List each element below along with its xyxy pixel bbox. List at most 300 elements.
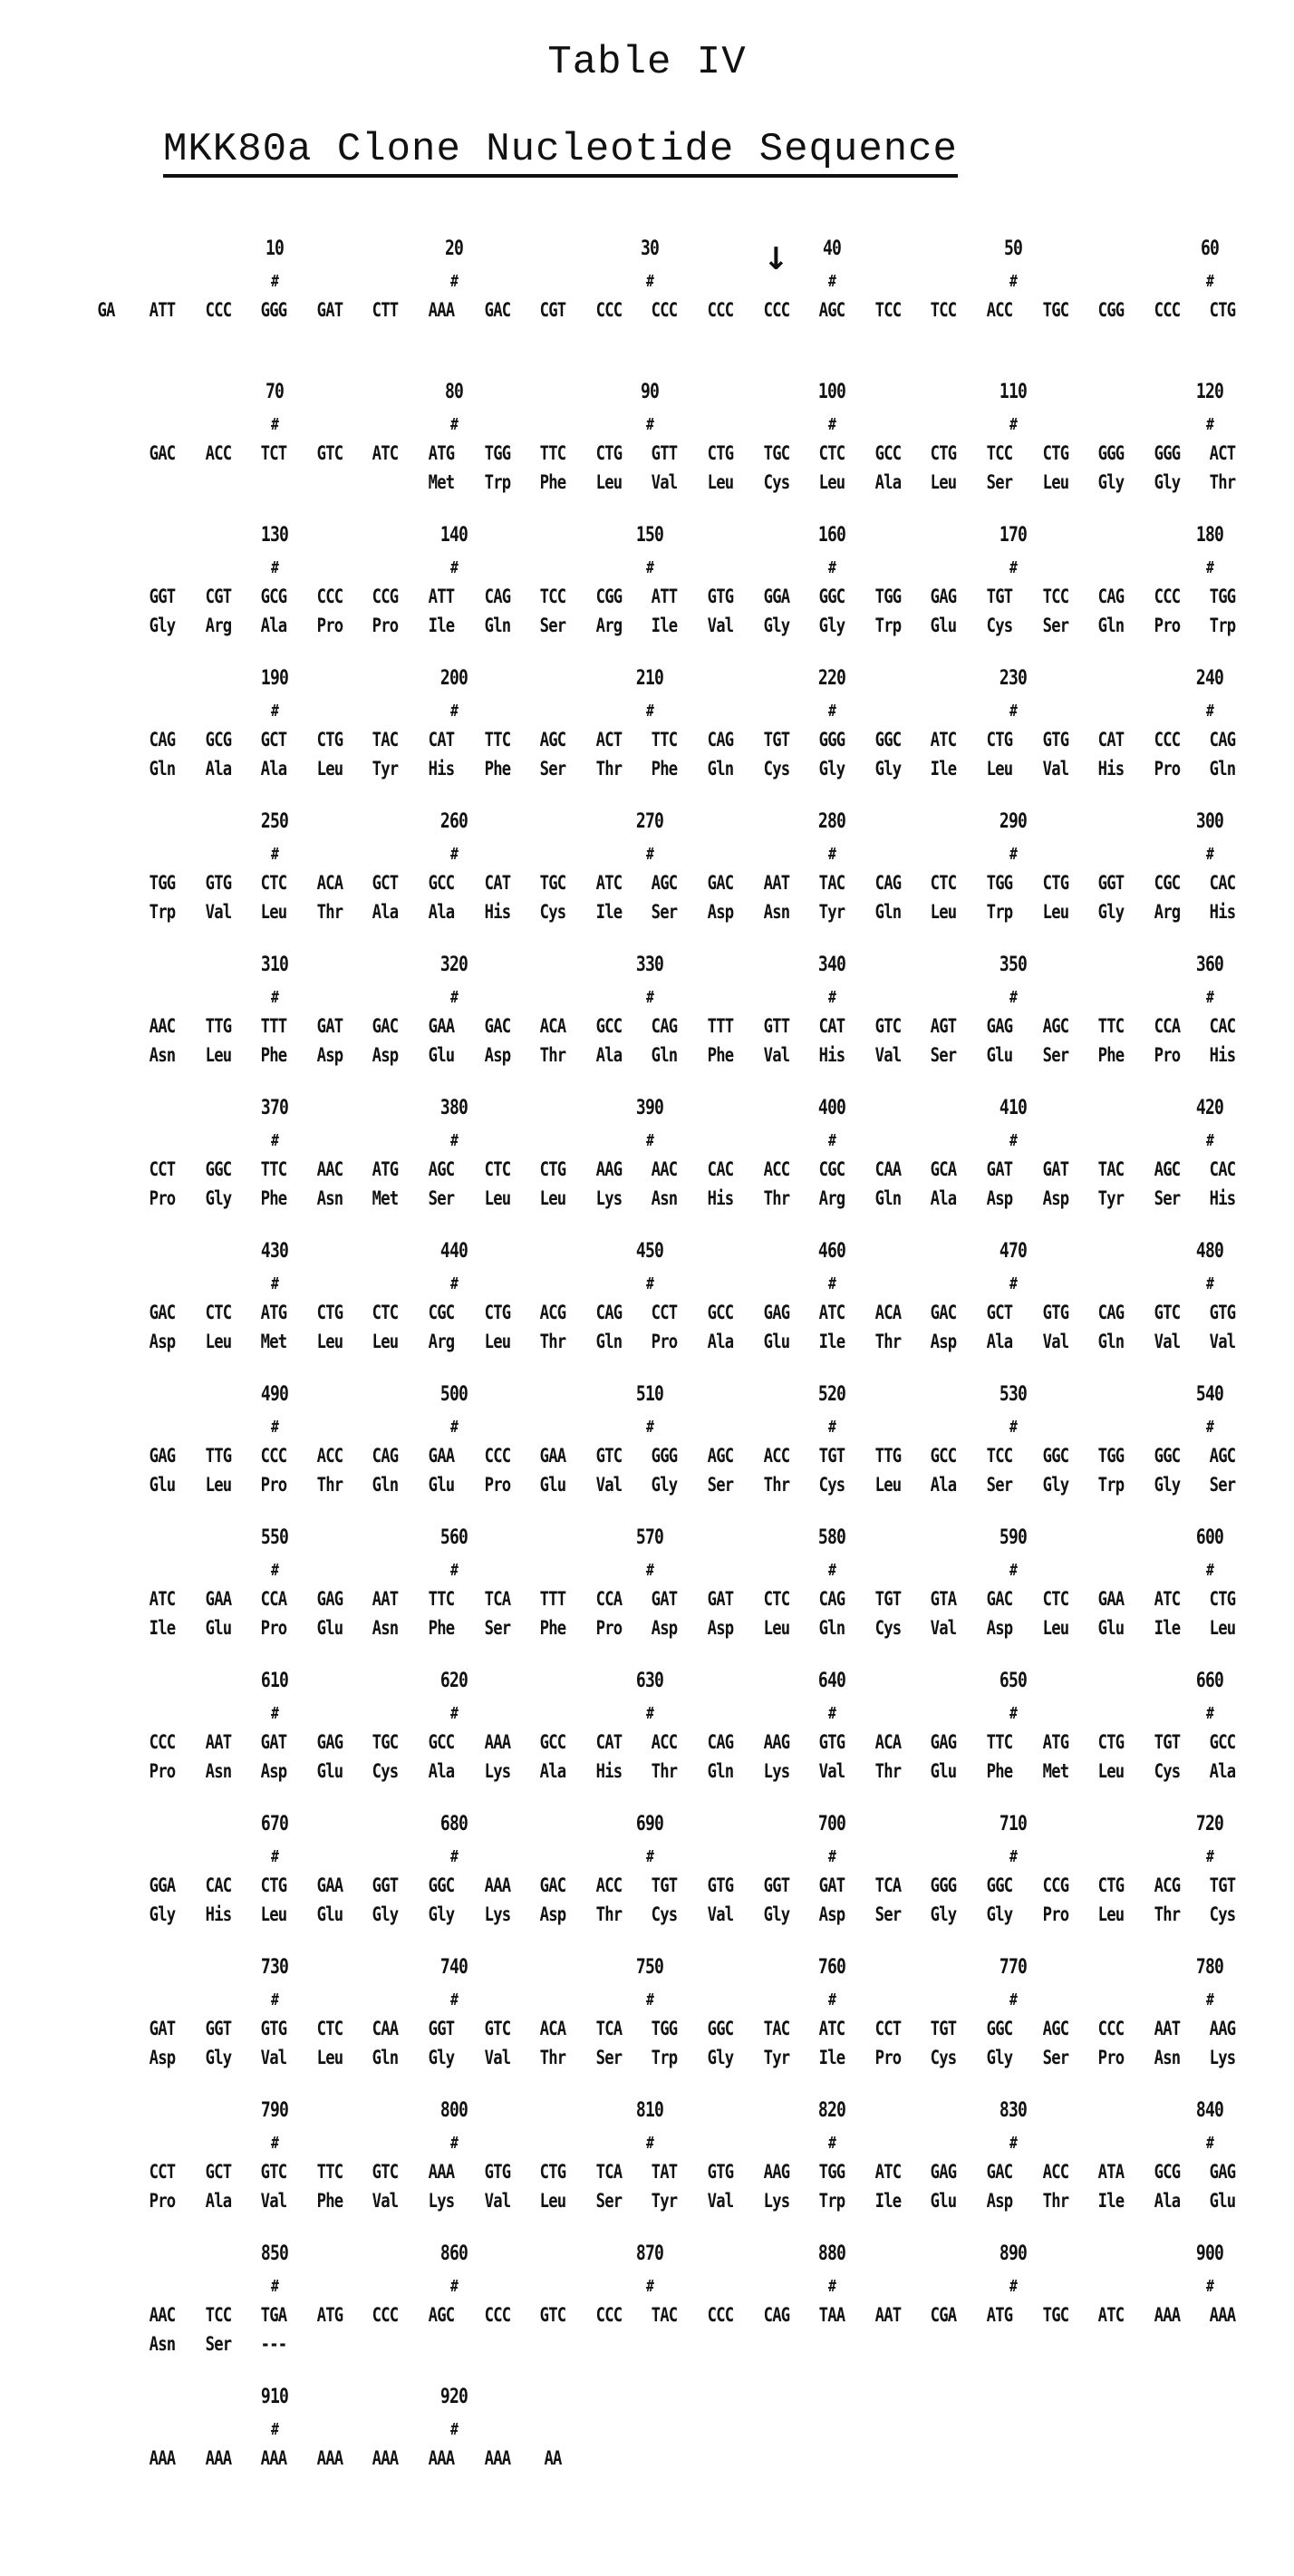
amino-acid: Glu	[428, 1044, 455, 1066]
codon: CTG	[1097, 1731, 1125, 1753]
position-number: 790	[260, 2099, 289, 2122]
codon: ATT	[652, 586, 678, 607]
position-number: 510	[635, 1383, 663, 1406]
position-tick: #	[1205, 415, 1213, 434]
position-number: 690	[635, 1813, 663, 1835]
amino-acid: Asp	[316, 1044, 343, 1066]
codon-row	[0, 1158, 1294, 1186]
codon: AAA	[260, 2447, 287, 2469]
codon-row	[0, 1874, 1294, 1902]
amino-acid-row	[0, 1617, 1294, 1644]
codon: CAC	[1210, 872, 1236, 894]
codon: GGT	[149, 586, 176, 607]
amino-acid: Thr	[763, 1474, 789, 1496]
codon: GAC	[931, 1302, 957, 1323]
codon: ATG	[316, 2304, 343, 2326]
amino-acid: Ser	[986, 471, 1013, 493]
codon: CAG	[874, 872, 902, 894]
position-tick: #	[270, 272, 279, 291]
codon: GAT	[986, 1158, 1013, 1180]
amino-acid: Phe	[707, 1044, 734, 1066]
amino-acid: Tyr	[652, 2190, 678, 2212]
codon: GCT	[205, 2161, 231, 2183]
codon-row	[0, 2304, 1294, 2331]
codon: GAT	[1042, 1158, 1068, 1180]
codon: GTG	[260, 2018, 287, 2039]
codon: GAC	[149, 442, 176, 464]
position-numbers	[0, 381, 1294, 408]
position-number: 270	[635, 810, 663, 833]
amino-acid: Phe	[986, 1760, 1013, 1782]
position-tick: #	[1009, 1847, 1018, 1866]
amino-acid: Leu	[372, 1331, 399, 1352]
codon-row	[0, 299, 1294, 326]
amino-acid: His	[484, 901, 510, 923]
amino-acid: Ile	[595, 901, 623, 923]
position-tick: #	[828, 558, 836, 577]
position-number: 280	[818, 810, 846, 833]
amino-acid: Asp	[260, 1760, 287, 1782]
codon: GCT	[260, 729, 287, 751]
amino-acid: Gly	[931, 1903, 957, 1925]
position-number: 910	[260, 2386, 289, 2408]
codon: CAA	[874, 1158, 902, 1180]
codon: CTG	[1042, 872, 1068, 894]
codon: ATT	[149, 299, 176, 321]
amino-acid: Cys	[874, 1617, 902, 1639]
codon: CCC	[1097, 2018, 1125, 2039]
amino-acid: Gln	[818, 1617, 845, 1639]
position-number: 550	[260, 1526, 289, 1549]
amino-acid: Leu	[316, 1331, 343, 1352]
codon: TAC	[372, 729, 399, 751]
codon: CCC	[484, 2304, 510, 2326]
codon: GGT	[428, 2018, 455, 2039]
codon-row	[0, 2447, 1294, 2474]
amino-acid: Pro	[1154, 615, 1181, 636]
position-tick: #	[645, 845, 653, 864]
codon: AGC	[1042, 1015, 1068, 1037]
position-tick: #	[270, 1274, 279, 1293]
position-tick: #	[1009, 1274, 1018, 1293]
position-number: 50	[1004, 237, 1023, 260]
position-number: 480	[1195, 1240, 1223, 1263]
codon: ATC	[372, 442, 399, 464]
codon: AAA	[149, 2447, 176, 2469]
amino-acid: Lys	[1210, 2047, 1236, 2068]
amino-acid: Trp	[1210, 615, 1236, 636]
position-tick: #	[645, 2277, 653, 2296]
codon: GGG	[652, 1445, 678, 1467]
position-tick: #	[828, 2134, 836, 2153]
position-tick: #	[1009, 2134, 1018, 2153]
codon: TAA	[818, 2304, 845, 2326]
amino-acid: Gln	[1210, 758, 1236, 780]
codon: GAA	[316, 1874, 343, 1896]
codon: CAG	[149, 729, 176, 751]
codon: AGC	[1154, 1158, 1181, 1180]
codon-row	[0, 2161, 1294, 2188]
codon: GGC	[1154, 1445, 1181, 1467]
codon: CCC	[484, 1445, 510, 1467]
amino-acid: Thr	[1154, 1903, 1181, 1925]
position-number: 490	[260, 1383, 289, 1406]
position-tick: #	[1205, 272, 1213, 291]
codon: ACC	[205, 442, 231, 464]
codon: GGG	[1097, 442, 1125, 464]
amino-acid: Gly	[652, 1474, 678, 1496]
position-tick: #	[828, 1704, 836, 1723]
codon: CAG	[372, 1445, 399, 1467]
codon: GTC	[874, 1015, 902, 1037]
position-tick: #	[1205, 845, 1213, 864]
amino-acid: Pro	[260, 1617, 287, 1639]
amino-acid: Glu	[931, 2190, 957, 2212]
amino-acid-row	[0, 1187, 1294, 1215]
codon-row	[0, 729, 1294, 756]
codon: GGC	[874, 729, 902, 751]
amino-acid: Asp	[707, 1617, 734, 1639]
amino-acid: Ala	[428, 1760, 455, 1782]
amino-acid: Cys	[1154, 1760, 1181, 1782]
amino-acid: Asp	[484, 1044, 510, 1066]
codon: CTG	[1097, 1874, 1125, 1896]
position-tick: #	[450, 702, 459, 721]
position-tick: #	[270, 1561, 279, 1580]
position-number: 80	[445, 381, 464, 403]
codon: CAC	[205, 1874, 231, 1896]
amino-acid: Asn	[1154, 2047, 1181, 2068]
position-number: 920	[440, 2386, 468, 2408]
amino-acid: Gly	[818, 615, 845, 636]
codon: ATG	[372, 1158, 399, 1180]
position-tick: #	[1009, 702, 1018, 721]
position-ticks	[0, 2277, 1294, 2304]
codon: GGG	[260, 299, 287, 321]
position-number: 810	[635, 2099, 663, 2122]
position-number: 260	[440, 810, 468, 833]
amino-acid: Thr	[874, 1760, 902, 1782]
amino-acid: Ala	[205, 2190, 231, 2212]
position-number: 610	[260, 1670, 289, 1692]
codon: GCG	[1154, 2161, 1181, 2183]
position-tick: #	[645, 2134, 653, 2153]
amino-acid: Trp	[818, 2190, 845, 2212]
amino-acid: Pro	[1097, 2047, 1125, 2068]
amino-acid: Pro	[1154, 1044, 1181, 1066]
amino-acid: Pro	[1154, 758, 1181, 780]
position-number: 710	[999, 1813, 1028, 1835]
codon: GAG	[763, 1302, 789, 1323]
codon: ACC	[763, 1158, 789, 1180]
amino-acid: Ala	[595, 1044, 623, 1066]
amino-acid: Phe	[260, 1187, 287, 1209]
codon: TTT	[260, 1015, 287, 1037]
codon: GAA	[428, 1445, 455, 1467]
codon: AGC	[428, 2304, 455, 2326]
position-number: 190	[260, 667, 289, 690]
codon: ATG	[260, 1302, 287, 1323]
amino-acid: Ala	[931, 1474, 957, 1496]
position-number: 860	[440, 2242, 468, 2265]
codon: TTC	[652, 729, 678, 751]
position-number: 750	[635, 1956, 663, 1979]
codon: AGC	[818, 299, 845, 321]
codon: CTG	[1042, 442, 1068, 464]
codon: AAA	[1210, 2304, 1236, 2326]
codon: GGC	[205, 1158, 231, 1180]
position-tick: #	[270, 2420, 279, 2439]
codon: TAC	[1097, 1158, 1125, 1180]
codon: GAG	[986, 1015, 1013, 1037]
position-ticks	[0, 1561, 1294, 1588]
codon: TGC	[1042, 2304, 1068, 2326]
amino-acid: Gly	[986, 2047, 1013, 2068]
codon: GCC	[595, 1015, 623, 1037]
codon: TTC	[539, 442, 566, 464]
codon: TGT	[1210, 1874, 1236, 1896]
amino-acid: Thr	[316, 1474, 343, 1496]
sequence-block	[0, 810, 1294, 946]
codon: CCA	[1154, 1015, 1181, 1037]
amino-acid: Ala	[428, 901, 455, 923]
position-number: 720	[1195, 1813, 1223, 1835]
position-tick: #	[1205, 1847, 1213, 1866]
position-numbers	[0, 2242, 1294, 2270]
amino-acid: Glu	[149, 1474, 176, 1496]
position-number: 390	[635, 1097, 663, 1119]
position-number: 730	[260, 1956, 289, 1979]
amino-acid: Gln	[1097, 1331, 1125, 1352]
codon: CTG	[986, 729, 1013, 751]
amino-acid: Leu	[539, 2190, 566, 2212]
position-tick: #	[645, 702, 653, 721]
codon: TGG	[484, 442, 510, 464]
codon: TGT	[652, 1874, 678, 1896]
codon: ATC	[1097, 2304, 1125, 2326]
codon: CAT	[1097, 729, 1125, 751]
position-number: 650	[999, 1670, 1028, 1692]
amino-acid: Asp	[986, 1617, 1013, 1639]
position-tick: #	[450, 988, 459, 1007]
sequence-block	[0, 2242, 1294, 2378]
codon: AAT	[874, 2304, 902, 2326]
position-number: 240	[1195, 667, 1223, 690]
codon: GAA	[205, 1588, 231, 1610]
codon: GGC	[428, 1874, 455, 1896]
codon: GTG	[1042, 1302, 1068, 1323]
codon: CTG	[484, 1302, 510, 1323]
codon: TGG	[986, 872, 1013, 894]
codon: TCA	[595, 2161, 623, 2183]
amino-acid: Ser	[1042, 1044, 1068, 1066]
amino-acid: Gln	[595, 1331, 623, 1352]
position-number: 590	[999, 1526, 1028, 1549]
codon: ACG	[1154, 1874, 1181, 1896]
codon: GGG	[818, 729, 845, 751]
position-number: 140	[440, 524, 468, 547]
amino-acid-row	[0, 2333, 1294, 2360]
codon: ATG	[428, 442, 455, 464]
position-ticks	[0, 1418, 1294, 1445]
position-tick: #	[828, 272, 836, 291]
sequence-block	[0, 1240, 1294, 1376]
codon: GAG	[1210, 2161, 1236, 2183]
amino-acid: Asn	[205, 1760, 231, 1782]
codon: AGC	[539, 729, 566, 751]
position-number: 580	[818, 1526, 846, 1549]
codon: GGG	[931, 1874, 957, 1896]
amino-acid: Asn	[316, 1187, 343, 1209]
position-tick: #	[645, 1704, 653, 1723]
position-number: 370	[260, 1097, 289, 1119]
amino-acid-row	[0, 2047, 1294, 2074]
codon: GGC	[818, 586, 845, 607]
codon-row	[0, 1302, 1294, 1329]
amino-acid: Leu	[874, 1474, 902, 1496]
codon: ACC	[1042, 2161, 1068, 2183]
amino-acid: Leu	[1042, 1617, 1068, 1639]
codon: CAC	[707, 1158, 734, 1180]
position-numbers	[0, 954, 1294, 981]
position-number: 630	[635, 1670, 663, 1692]
amino-acid-row	[0, 1331, 1294, 1358]
position-tick: #	[1205, 1131, 1213, 1150]
amino-acid: Thr	[539, 1044, 566, 1066]
position-tick: #	[828, 988, 836, 1007]
position-number: 300	[1195, 810, 1223, 833]
position-number: 230	[999, 667, 1028, 690]
codon: CCC	[707, 299, 734, 321]
amino-acid: Ala	[1154, 2190, 1181, 2212]
codon: GAT	[149, 2018, 176, 2039]
position-tick: #	[828, 1131, 836, 1150]
position-tick: #	[1205, 1274, 1213, 1293]
codon: ATC	[874, 2161, 902, 2183]
amino-acid: Val	[818, 1760, 845, 1782]
amino-acid: Thr	[1042, 2190, 1068, 2212]
position-ticks	[0, 1990, 1294, 2018]
codon: ACA	[316, 872, 343, 894]
position-tick: #	[1009, 415, 1018, 434]
amino-acid: Cys	[818, 1474, 845, 1496]
codon: TTC	[316, 2161, 343, 2183]
codon: CGC	[818, 1158, 845, 1180]
codon: AAG	[595, 1158, 623, 1180]
amino-acid: Cys	[652, 1903, 678, 1925]
amino-acid: Leu	[1097, 1903, 1125, 1925]
amino-acid: Cys	[763, 758, 789, 780]
codon: TCA	[595, 2018, 623, 2039]
position-number: 780	[1195, 1956, 1223, 1979]
position-numbers	[0, 237, 1294, 265]
codon: TTC	[986, 1731, 1013, 1753]
amino-acid: Lys	[428, 2190, 455, 2212]
codon: GAC	[149, 1302, 176, 1323]
codon: CCC	[763, 299, 789, 321]
codon: CAG	[818, 1588, 845, 1610]
codon-row	[0, 872, 1294, 899]
position-tick: #	[1009, 558, 1018, 577]
codon: GCC	[931, 1445, 957, 1467]
codon: GAT	[316, 1015, 343, 1037]
position-tick: #	[270, 2134, 279, 2153]
codon: GAG	[316, 1588, 343, 1610]
amino-acid: Asn	[763, 901, 789, 923]
position-numbers	[0, 524, 1294, 551]
codon: TCC	[874, 299, 902, 321]
position-tick: #	[1009, 1704, 1018, 1723]
codon: CCG	[372, 586, 399, 607]
codon: GGA	[149, 1874, 176, 1896]
position-number: 600	[1195, 1526, 1223, 1549]
amino-acid-row	[0, 615, 1294, 642]
codon: TTC	[260, 1158, 287, 1180]
amino-acid: Ala	[260, 615, 287, 636]
codon: AAT	[763, 872, 789, 894]
position-ticks	[0, 2134, 1294, 2161]
amino-acid: His	[428, 758, 455, 780]
amino-acid: Phe	[484, 758, 510, 780]
position-tick: #	[828, 1847, 836, 1866]
position-number: 770	[999, 1956, 1028, 1979]
position-tick: #	[645, 1274, 653, 1293]
amino-acid: Gly	[428, 2047, 455, 2068]
codon: GAT	[652, 1588, 678, 1610]
amino-acid: Thr	[874, 1331, 902, 1352]
position-tick: #	[1009, 2277, 1018, 2296]
amino-acid: Arg	[1154, 901, 1181, 923]
amino-acid: Gln	[707, 1760, 734, 1782]
position-tick: #	[828, 1418, 836, 1437]
amino-acid: Glu	[205, 1617, 231, 1639]
amino-acid: Asp	[707, 901, 734, 923]
codon: GTC	[539, 2304, 566, 2326]
codon: GAG	[316, 1731, 343, 1753]
amino-acid: Val	[652, 471, 678, 493]
codon: CTC	[763, 1588, 789, 1610]
codon: AAC	[652, 1158, 678, 1180]
codon: TGG	[818, 2161, 845, 2183]
codon: CAG	[707, 729, 734, 751]
position-tick: #	[1009, 1418, 1018, 1437]
position-tick: #	[450, 1704, 459, 1723]
position-number: 360	[1195, 954, 1223, 976]
position-ticks	[0, 1847, 1294, 1874]
position-tick: #	[1009, 1990, 1018, 2009]
sequence-block	[0, 237, 1294, 373]
codon: GTG	[707, 2161, 734, 2183]
position-tick: #	[450, 1847, 459, 1866]
codon: CCC	[595, 2304, 623, 2326]
position-ticks	[0, 988, 1294, 1015]
amino-acid: His	[1097, 758, 1125, 780]
position-tick: #	[828, 845, 836, 864]
codon: AAA	[1154, 2304, 1181, 2326]
amino-acid: Leu	[931, 901, 957, 923]
amino-acid: Ala	[1210, 1760, 1236, 1782]
codon: CGG	[595, 586, 623, 607]
position-number: 830	[999, 2099, 1028, 2122]
codon: GAC	[484, 299, 510, 321]
codon: AAG	[763, 1731, 789, 1753]
amino-acid: Ser	[652, 901, 678, 923]
position-tick: #	[450, 272, 459, 291]
insertion-arrow-icon: ↓	[763, 241, 789, 277]
amino-acid: Glu	[316, 1760, 343, 1782]
amino-acid: Lys	[595, 1187, 623, 1209]
codon: GTT	[652, 442, 678, 464]
